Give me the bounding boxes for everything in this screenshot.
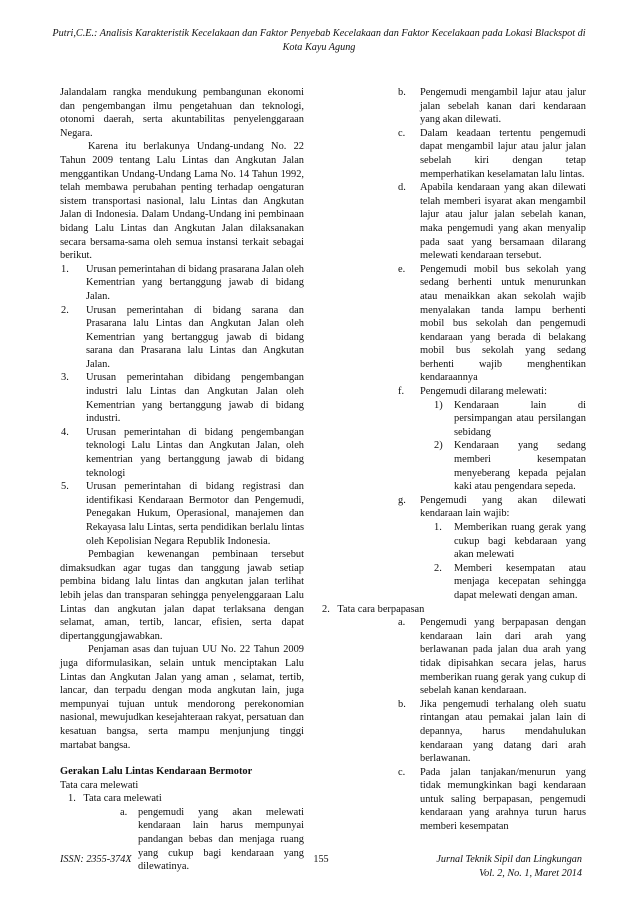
spacer bbox=[60, 752, 304, 765]
left-column bbox=[60, 86, 304, 874]
list-item: c. Dalam keadaan tertentu pengemudi dapat mengambil lajur atau jalur jalan sebelah kiri dengan tetap memperhatikan keselamatan lalu lintas. bbox=[398, 127, 586, 180]
list-item: 1. Memberikan ruang gerak yang cukup bagi kebdaraan yang akan melewati bbox=[434, 522, 586, 561]
list-item: 3. Urusan pemerintahan dibidang pengembangan industri lalu Lintas dan Angkutan Jalan oleh Kementrian yang bertanggung jawab di bidang industri. bbox=[61, 372, 304, 425]
journal-name: Jurnal Teknik Sipil dan Lingkungan bbox=[436, 854, 582, 865]
list-item: f. Pengemudi dilarang melewati: bbox=[398, 386, 547, 398]
journal-info bbox=[436, 853, 582, 880]
berpapasan-list bbox=[342, 616, 586, 834]
list-item: 2. Urusan pemerintahan di bidang sarana dan Prasarana lalu Lintas dan Angkutan Jalan oleh Kementrian yang bertanggug jawab di bidang sarana dan Prasarana lalu Lintas dan Angkutan Jalan. bbox=[61, 304, 304, 370]
list-item: g. Pengemudi yang akan dilewati kendaraan lain wajib: bbox=[398, 494, 586, 520]
list-item: 5. Urusan pemerintahan di bidang registrasi dan identifikasi Kendaraan Bermotor dan Pengemudi, Penegakan Hukum, Operasional, manajemen dan Rekayasa lalu Lintas, serta pendidikan berlalu lintas oleh Kepolisian Negara Republik Indonesia. bbox=[61, 481, 304, 547]
dilarang-sublist bbox=[342, 399, 586, 494]
melewati-list bbox=[342, 86, 586, 399]
list-item: e. Pengemudi mobil bus sekolah yang sedang berhenti untuk menurunkan atau menaikkan akan sekolah wajib menyalakan tanda lampu berhenti mobil bus sekolah dan pengemudi kendaraan yang berada di belakang mobil bus sekolah yang sedang berhenti wajib menghentikan kendaraannya bbox=[398, 263, 586, 384]
list-item: 4. Urusan pemerintahan di bidang pengembangan teknologi Lalu Lintas dan Angkutan Jalan, oleh kementrian yang bertanggung jawab di bidang teknologi bbox=[61, 426, 304, 479]
list-item-tata-cara-berpapasan: 2. Tata cara berpapasan bbox=[322, 603, 425, 615]
list-item: d. Apabila kendaraan yang akan dilewati telah memberi isyarat akan mengambil lajur atau jalur jalan sebelah kanan, maka pengemudi yang akan menyalip pada saat yang bersamaan dilarang melewati kendaraan tersebut. bbox=[398, 182, 586, 262]
list-item: b. Jika pengemudi terhalang oleh suatu rintangan atau pemakai jalan lain di depannya, harus mendahulukan kendaraan yang datang dari arah berlawanan. bbox=[398, 698, 586, 765]
list-item: 2. Memberi kesempatan atau menjaga kecepatan sehingga dapat melewati dengan aman. bbox=[434, 562, 586, 601]
responsibility-list bbox=[60, 263, 304, 548]
right-column bbox=[322, 86, 586, 834]
section-heading: Gerakan Lalu Lintas Kendaraan Bermotor bbox=[60, 766, 253, 778]
issn-label: ISSN: 2355-374X bbox=[60, 854, 132, 865]
list-item: a. pengemudi yang akan melewati kendaraan lain harus mempunyai pandangan bebas dan menjaga ruang yang cukup bagi kendaraan yang dilewatinya. bbox=[120, 806, 304, 873]
header-line-2: Kota Kayu Agung bbox=[282, 42, 356, 53]
page-number: 155 bbox=[313, 854, 329, 865]
paragraph-pembagian: Pembagian kewenangan pembinaan tersebut dimaksudkan agar tugas dan tanggung jawab setiap pembina bidang lalu lintas dan angkutan jalan terlihat lebih jelas dan transparan sehingga penyelenggaraan Lalu Lintas dan angkutan jalan dapat terlaksana dengan selamat, aman, tertib, lancar, efisien, serta dapat dipertanggungjawabkan. bbox=[60, 549, 304, 642]
list-item-tata-cara-melewati: 1. Tata cara melewati bbox=[68, 793, 162, 805]
subsection-label: Tata cara melewati bbox=[60, 779, 139, 791]
header-line-1: Putri,C.E.: Analisis Karakteristik Kecelakaan dan Faktor Penyebab Kecelakaan dan Faktor Kecelakaan pada Lokasi Blackspot di bbox=[52, 28, 586, 39]
list-item: 1) Kendaraan lain di persimpangan atau persilangan sebidang bbox=[434, 399, 586, 438]
list-item: 2) Kendaraan yang sedang memberi kesempatan menyeberang kepada pejalan kaki atau pengendara sepeda. bbox=[434, 440, 586, 493]
paragraph-penjaman: Penjaman asas dan tujuan UU No. 22 Tahun 2009 juga diformulasikan, selain untuk menciptakan Lalu Lintas dan Angkutan Jalan yang aman , selamat, tertib, lancar, dan terpadu dengan moda angkutan lain, juga mempunyai tujuan untuk mendorong perekonomian nasional, mewujudkan kesejahteraan rakyat, persatuan dan kesatuan bangsa, serta mampu menjunjung tinggi martabat bangsa. bbox=[60, 644, 304, 751]
journal-volume: Vol. 2, No. 1, Maret 2014 bbox=[479, 867, 582, 879]
list-item: b. Pengemudi mengambil lajur atau jalur jalan sebelah kanan dari kendaraan yang akan dilewati. bbox=[398, 87, 586, 126]
list-item: 1. Urusan pemerintahan di bidang prasarana Jalan oleh Kementrian yang bertanggung jawab di bidang Jalan. bbox=[61, 263, 304, 302]
paragraph-intro: Jalandalam rangka mendukung pembangunan ekonomi dan pengembangan ilmu pengetahuan dan teknologi, otonomi daerah, serta akuntabilitas penyelenggaraan Negara. bbox=[60, 87, 304, 139]
list-item: a. Pengemudi yang berpapasan dengan kendaraan lain dari arah yang berlawanan pada jalan dua arah yang tidak dipisahkan secara jelas, harus memberikan ruang gerak yang cukup di sebelah kanan kendaraan. bbox=[398, 617, 586, 697]
running-header bbox=[40, 27, 598, 55]
paragraph-uu-22: Karena itu berlakunya Undang-undang No. 22 Tahun 2009 tentang Lalu Lintas dan Angkutan Jalan menggantikan Undang-Undang Lama No. 14 Tahun 1992, telah membawa perubahan penting terhadap oengaturan sistem transportasi nasional, lalu Lintas dan Angkutan Jalan di Indonesia. Dalam Undang-Undang ini pembinaan bidang Lalu Lintas dan Angkutan Jalan dilaksanakan secara bersama-sama oleh semua instansi terkait sebagai berikut. bbox=[60, 141, 304, 262]
list-item: c. Pada jalan tanjakan/menurun yang tidak memungkinkan bagi kendaraan untuk saling berpapasan, pengemudi kendaraan yang arahnya turun harus memberi kesempatan bbox=[398, 766, 586, 833]
wajib-sublist bbox=[342, 521, 586, 603]
